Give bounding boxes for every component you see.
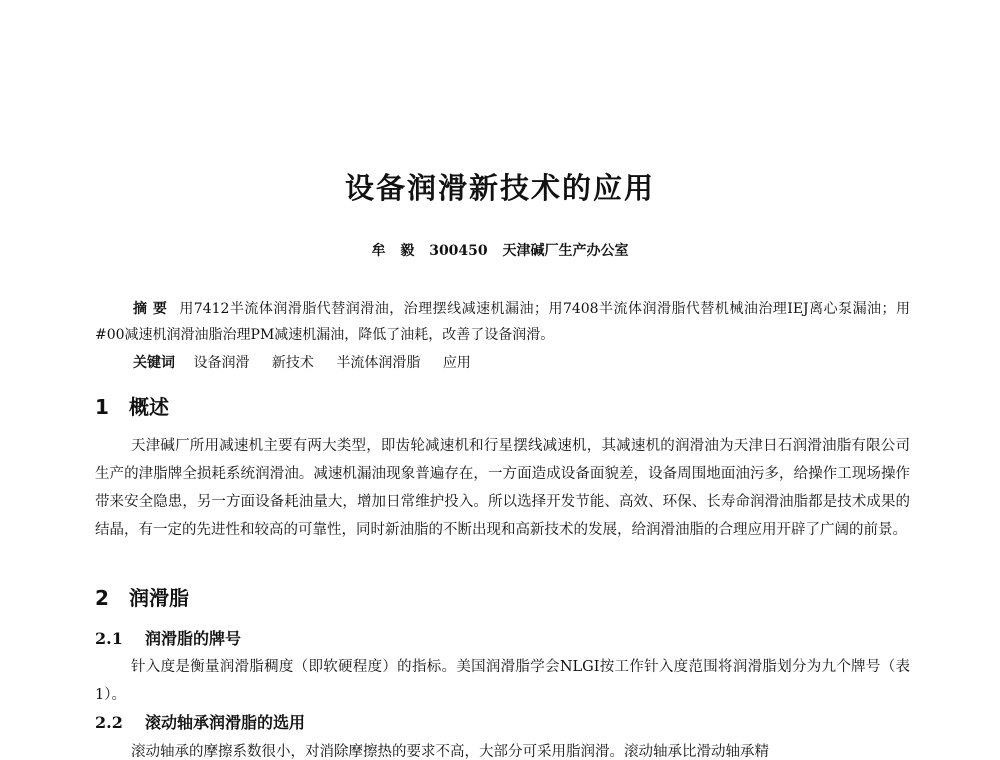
keywords-label: 关键词 — [133, 355, 175, 371]
section-number: 1 — [95, 395, 109, 419]
subsection-paragraph: 针入度是衡量润滑脂稠度（即软硬程度）的指标。美国润滑脂学会NLGI按工作针入度范围将润滑脂划分为九个牌号（表1）。 — [95, 659, 910, 703]
subsection-heading — [95, 626, 241, 649]
section-heading — [95, 391, 169, 420]
keyword: 应用 — [442, 355, 471, 371]
subsection-heading — [95, 710, 305, 733]
subsection-number: 2.1 — [95, 629, 123, 648]
subsection-title: 润滑脂的牌号 — [145, 629, 242, 648]
section-title: 润滑脂 — [129, 586, 189, 610]
section-paragraph: 天津碱厂所用减速机主要有两大类型，即齿轮减速机和行星摆线减速机，其减速机的润滑油为天津日石润滑油脂有限公司生产的津脂牌全损耗系统润滑油。减速机漏油现象普遍存在，一方面造成设备面貌差，设备周围地面油污多，给操作工现场操作带来安全隐患，另一方面设备耗油量大，增加日常维护投入。所以选择开发节能、高效、环保、长寿命润滑油脂都是技术成果的结晶，有一定的先进性和较高的可靠性，同时新油脂的不断出现和高新技术的发展，给润滑油脂的合理应用开辟了广阔的前景。 — [95, 438, 910, 538]
subsection-paragraph: 滚动轴承的摩擦系数很小，对消除摩擦热的要求不高，大部分可采用脂润滑。滚动轴承比滑动轴承精 — [131, 744, 769, 760]
abstract-label: 摘 要 — [133, 301, 168, 317]
abstract-text: 用7412半流体润滑脂代替润滑油，治理摆线减速机漏油；用7408半流体润滑脂代替机械油治理IEJ离心泵漏油；用#00减速机润滑油脂治理PM减速机漏油，降低了油耗，改善了设备润滑。 — [95, 301, 911, 343]
keyword: 新技术 — [271, 355, 314, 371]
paper-title: 设备润滑新技术的应用 — [344, 171, 655, 205]
abstract — [95, 296, 910, 348]
subsection-number: 2.2 — [95, 713, 123, 732]
section-heading — [95, 582, 189, 611]
keyword: 设备润滑 — [193, 355, 250, 371]
section-number: 2 — [95, 586, 109, 610]
author-line: 牟 毅 300450 天津碱厂生产办公室 — [371, 243, 629, 259]
section-title: 概述 — [129, 395, 169, 419]
keywords — [133, 352, 489, 372]
keyword: 半流体润滑脂 — [336, 355, 421, 371]
subsection-title: 滚动轴承润滑脂的选用 — [145, 713, 306, 732]
